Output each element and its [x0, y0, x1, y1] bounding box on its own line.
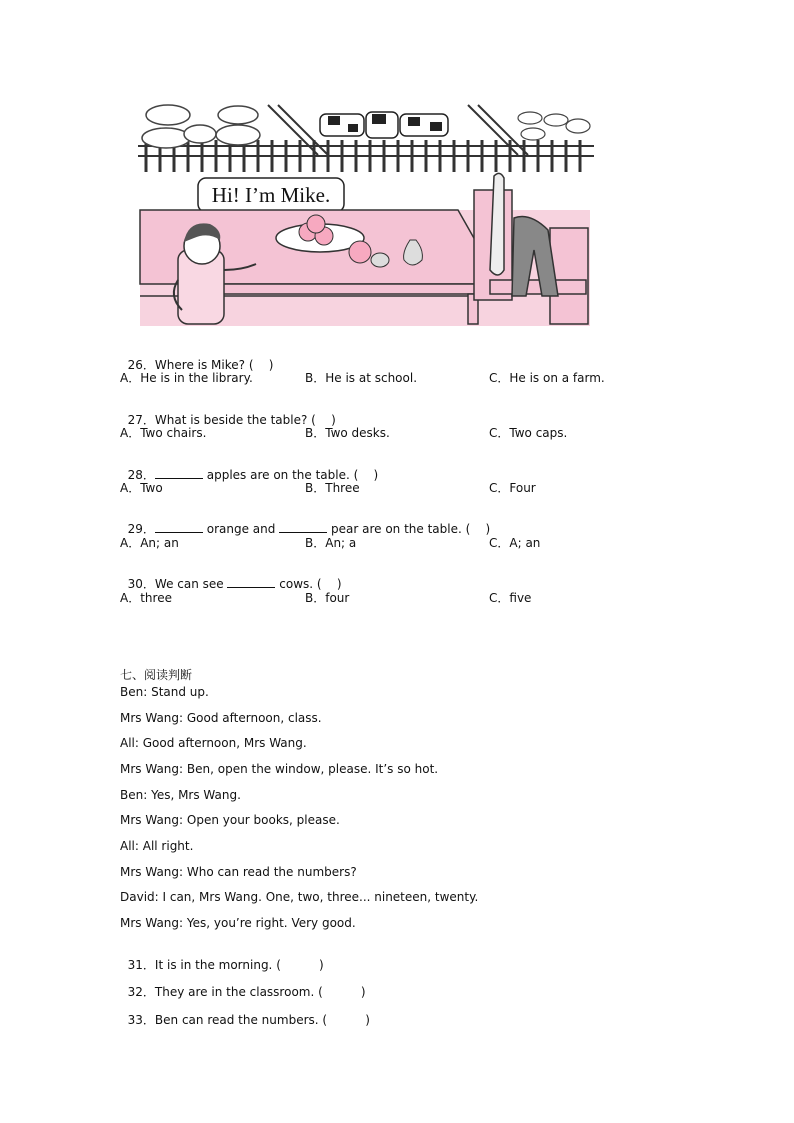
option-26-b[interactable]: B．He is at school.: [305, 371, 418, 385]
dialogue-line: Ben: Stand up.: [120, 685, 209, 699]
question-number: 33．: [127, 1013, 155, 1027]
farm-illustration: [138, 100, 598, 328]
question-number: 30．: [127, 577, 155, 591]
dialogue-line: Mrs Wang: Yes, you’re right. Very good.: [120, 916, 356, 930]
dialogue-line: David: I can, Mrs Wang. One, two, three... nineteen, twenty.: [120, 890, 479, 904]
option-29-b[interactable]: B．An; a: [305, 536, 357, 550]
cow-group: [320, 112, 448, 138]
option-29-a[interactable]: A．An; an: [120, 536, 179, 550]
option-30-b[interactable]: B．four: [305, 591, 350, 605]
question-30: [120, 561, 342, 592]
option-28-b[interactable]: B．Three: [305, 481, 360, 495]
dialogue-line: Mrs Wang: Who can read the numbers?: [120, 865, 357, 879]
question-text: pear are on the table. ( ): [327, 522, 491, 536]
question-number: 32．: [127, 985, 155, 999]
question-text: orange and: [202, 522, 280, 536]
dialogue-line: Mrs Wang: Good afternoon, class.: [120, 711, 322, 725]
question-text: Where is Mike? ( ): [154, 358, 274, 372]
option-27-b[interactable]: B．Two desks.: [305, 426, 390, 440]
dialogue-line: All: Good afternoon, Mrs Wang.: [120, 736, 307, 750]
option-26-c[interactable]: C．He is on a farm.: [489, 371, 605, 385]
goat-group: [518, 112, 590, 140]
section-heading: 七、阅读判断: [120, 668, 193, 682]
dialogue-line: Mrs Wang: Ben, open the window, please. It’s so hot.: [120, 762, 439, 776]
option-29-c[interactable]: C．A; an: [489, 536, 541, 550]
question-number: 27．: [127, 413, 155, 427]
answer-blank[interactable]: [155, 467, 203, 479]
answer-blank[interactable]: [155, 521, 203, 533]
option-30-c[interactable]: C．five: [489, 591, 532, 605]
statement-text: Ben can read the numbers. ( ): [154, 1013, 370, 1027]
option-30-a[interactable]: A．three: [120, 591, 172, 605]
question-number: 28．: [127, 468, 155, 482]
speech-text: Hi! I’m Mike.: [211, 183, 331, 207]
option-28-c[interactable]: C．Four: [489, 481, 536, 495]
answer-blank[interactable]: [227, 576, 275, 588]
statement-text: It is in the morning. ( ): [154, 958, 324, 972]
answer-blank[interactable]: [279, 521, 327, 533]
dialogue-line: Ben: Yes, Mrs Wang.: [120, 788, 241, 802]
question-number: 31．: [127, 958, 155, 972]
question-29: [120, 506, 490, 537]
question-text: cows. ( ): [275, 577, 342, 591]
question-text: What is beside the table? ( ): [154, 413, 336, 427]
option-28-a[interactable]: A．Two: [120, 481, 163, 495]
option-27-c[interactable]: C．Two caps.: [489, 426, 568, 440]
dialogue-line: All: All right.: [120, 839, 194, 853]
option-27-a[interactable]: A．Two chairs.: [120, 426, 207, 440]
statement-33: [120, 997, 370, 1028]
question-text: apples are on the table. ( ): [202, 468, 379, 482]
question-text: We can see: [154, 577, 228, 591]
statement-32: [120, 969, 366, 1000]
sheep-group: [142, 105, 260, 148]
question-number: 26．: [127, 358, 155, 372]
option-26-a[interactable]: A．He is in the library.: [120, 371, 253, 385]
statement-text: They are in the classroom. ( ): [154, 985, 366, 999]
dialogue-line: Mrs Wang: Open your books, please.: [120, 813, 340, 827]
question-number: 29．: [127, 522, 155, 536]
